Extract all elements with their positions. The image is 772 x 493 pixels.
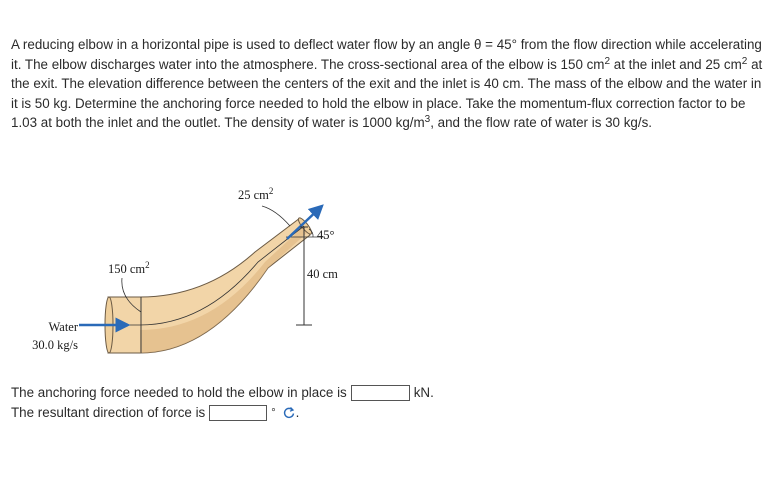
answer-section [11,383,434,423]
elevation-label: 40 cm [307,267,338,281]
water-label: Water [48,320,78,334]
exit-area-label: 25 $cm^2$ [238,186,274,202]
problem-text-2: from the flow direction while accelerating it. The elbow discharges water into the atmosphere. The cross-sectional area of the elbow is 150 cm [11,37,762,72]
problem-text-1: A reducing elbow in a horizontal pipe is used to deflect water flow by an angle [11,37,475,52]
flow-rate-label: 30.0 kg/s [32,338,78,352]
degree-symbol: ° [271,407,276,419]
direction-prompt: The resultant direction of force is [11,405,206,420]
superscript-2: 2 [741,55,748,67]
theta-equation: θ = 45° [474,37,517,52]
force-row [11,383,434,403]
period: . [295,405,300,420]
rotate-icon[interactable] [282,406,296,420]
exit-leader [262,206,290,226]
superscript-2: 2 [604,55,611,67]
problem-text-3: at the inlet and 25 cm [610,56,742,72]
angle-label: 45° [317,228,335,242]
problem-text-4: at the exit. The elevation difference between the centers of the exit and the inlet is 40 cm. The mass of the elbow and the water in it is 50 kg. Determine the anchoring force needed to hold the elbow in place. Take the momentum-flux correction factor to be 1.03 at both the inlet and the outlet. The density of water is 1000 kg/m [11,56,763,131]
problem-text-5: , and the flow rate of water is 30 kg/s. [430,115,653,131]
superscript-3: 3 [424,114,431,126]
force-unit: kN. [413,385,434,400]
force-input[interactable] [351,385,410,401]
direction-row [11,403,434,423]
direction-input[interactable] [209,405,267,421]
inlet-area-label: 150 $cm^2$ [108,260,150,276]
force-prompt: The anchoring force needed to hold the elbow in place is [11,385,347,400]
elbow-body [108,218,310,353]
